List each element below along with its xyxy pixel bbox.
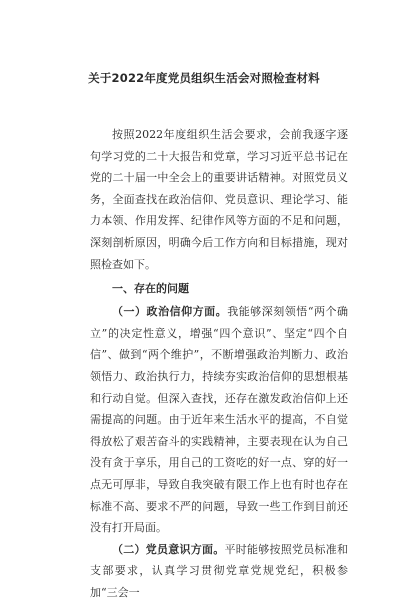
item-text-party-awareness: 平时能够按照党员标准和支部要求，认真学习贯彻党章党规党纪，积极参加“三会一	[90, 542, 348, 599]
document-body	[90, 124, 348, 603]
document-title: 关于2022年度党员组织生活会对照检查材料	[88, 71, 320, 85]
item-text-political-belief: 我能够深刻领悟“两个确立”的决定性意义，增强“四个意识”、坚定“四个自信”、做到“两个维护”，不断增强政治判断力、政治领悟力、政治执行力，持续夯实政治信仰的思想根基和行动自觉。但深入查找，还存在激发政治信仰上还需提高的问题。由于近年来生活水平的提高，不自觉得放松了艰苦奋斗的实践精神，主要表现在认为自己没有贪于享乐，用自己的工资吃的好一点、穿的好一点无可厚非，导致自我突破有限工作上也有时也存在标准不高、要求不严的问题，导致一些工作到目前还没有打开局面。	[90, 305, 348, 535]
item-paragraph-party-awareness	[90, 539, 348, 603]
item-lead-political-belief: （一）政治信仰方面。	[112, 305, 228, 319]
item-paragraph-political-belief	[90, 301, 348, 539]
item-lead-party-awareness: （二）党员意识方面。	[112, 542, 225, 556]
intro-paragraph: 按照2022年度组织生活会要求，会前我逐字逐句学习党的二十大报告和党章，学习习近平总书记在党的二十届一中全会上的重要讲话精神。对照党员义务，全面查找在政治信仰、党员意识、理论学习、能力本领、作用发挥、纪律作风等方面的不足和问题，深刻剖析原因，明确今后工作方向和目标措施，现对照检查如下。	[90, 128, 348, 271]
section-heading: 一、存在的问题	[112, 282, 189, 296]
